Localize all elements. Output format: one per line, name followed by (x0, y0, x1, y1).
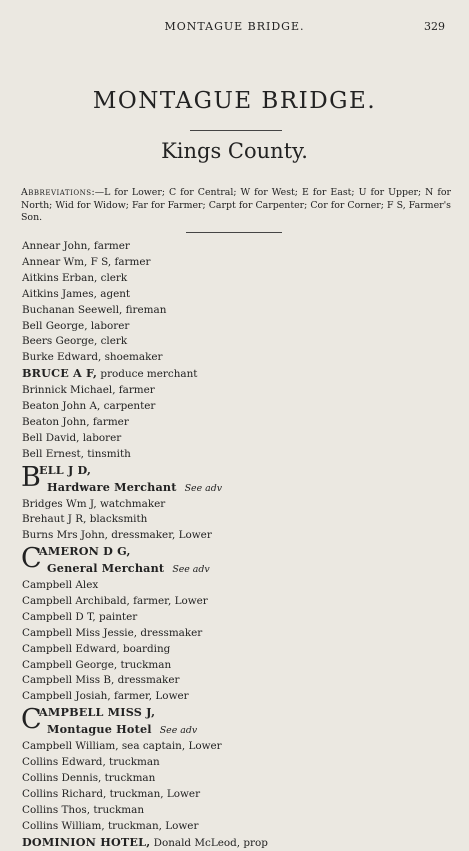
see-advertisement-note: See adv (172, 564, 210, 576)
directory-entry (22, 366, 462, 383)
directory-entry (22, 658, 462, 674)
entry-text: Campbell Archibald, farmer, Lower (22, 594, 208, 607)
directory-entry (22, 512, 462, 528)
directory-entry (22, 447, 462, 463)
directory-entry (22, 689, 462, 705)
directory-entry (22, 673, 462, 689)
entry-name-bold: AMERON D G, (39, 544, 131, 559)
entry-text: Bridges Wm J, watchmaker (22, 497, 166, 510)
page-number: 329 (424, 20, 445, 33)
entry-text: Burns Mrs John, dressmaker, Lower (22, 529, 212, 542)
running-head (0, 20, 469, 36)
directory-entry (22, 755, 462, 771)
entry-text: Bell George, laborer (22, 319, 130, 332)
entry-text: Collins Dennis, truckman (22, 771, 156, 784)
entry-initial-capital: C (21, 543, 42, 575)
entry-text: Brinnick Michael, farmer (22, 384, 155, 397)
entry-text: Aitkins Erban, clerk (22, 271, 128, 284)
town-title: MONTAGUE BRIDGE. (92, 88, 377, 114)
entry-text: Campbell Josiah, farmer, Lower (22, 690, 189, 703)
directory-entry (22, 594, 462, 610)
directory-entry (22, 415, 462, 431)
entry-text: Brehaut J R, blacksmith (22, 513, 148, 526)
directory-entry (22, 319, 462, 335)
entry-name-bold: BRUCE A F, (22, 366, 98, 381)
title-rule (190, 130, 282, 131)
entry-text: Campbell D T, painter (22, 610, 138, 623)
directory-entry (22, 271, 462, 287)
entry-text: Donald McLeod, prop (150, 836, 268, 849)
entry-initial-capital: B (21, 461, 41, 493)
abbreviations-text: :—L for Lower; C for Central; W for West; E for East; U for Upper; N for North; Wid for Widow; Far for Farmer; Carpt for Carpenter; Cor for Corner; F S, Farmer's Son. (21, 187, 451, 223)
directory-entry (22, 239, 462, 255)
entry-text: Annear Wm, F S, farmer (22, 255, 151, 268)
entry-text: Campbell Edward, boarding (22, 642, 171, 655)
directory-entry (22, 255, 462, 271)
directory-entry (22, 528, 462, 544)
see-advertisement-note: See adv (159, 725, 198, 737)
directory-entry (22, 334, 462, 350)
directory-entry (22, 642, 462, 658)
directory-entry (22, 835, 462, 851)
entry-name-bold: AMPBELL MISS J, (39, 705, 156, 720)
entry-text: Campbell George, truckman (22, 658, 172, 671)
directory-entry (22, 819, 462, 835)
abbreviations-key (21, 187, 451, 225)
entry-name-bold: ELL J D, (39, 462, 92, 477)
section-rule (186, 232, 282, 233)
entry-text: Collins Thos, truckman (22, 803, 145, 816)
entry-text: Collins Richard, truckman, Lower (22, 787, 201, 800)
entry-text: Campbell William, sea captain, Lower (22, 740, 222, 753)
directory-entry (22, 771, 462, 787)
directory-entry (22, 787, 462, 803)
directory-entry (22, 383, 462, 399)
entry-text: Buchanan Seewell, fireman (22, 303, 167, 316)
entry-text: Bell Ernest, tinsmith (22, 447, 131, 460)
entry-text: Beers George, clerk (22, 335, 128, 348)
entry-text: Annear John, farmer (22, 240, 130, 252)
running-title: MONTAGUE BRIDGE. (164, 20, 305, 33)
directory-entry (22, 480, 462, 497)
entry-text: Collins Edward, truckman (22, 756, 160, 768)
entry-business: Montague Hotel (47, 722, 152, 737)
entry-text: produce merchant (97, 368, 198, 381)
abbreviations-label: Abbreviations (21, 187, 92, 198)
directory-entry (22, 722, 462, 739)
entry-text: Collins William, truckman, Lower (22, 819, 199, 832)
directory-entry (22, 739, 462, 755)
directory-entry (22, 610, 462, 626)
directory-entry (22, 561, 462, 578)
entry-text: Beaton John, farmer (22, 415, 129, 428)
entry-text: Campbell Miss Jessie, dressmaker (22, 626, 203, 639)
county-subtitle: Kings County. (161, 139, 308, 163)
see-advertisement-note: See adv (184, 482, 223, 494)
entry-business: Hardware Merchant (47, 479, 177, 494)
entry-text: Bell David, laborer (22, 431, 122, 444)
entry-initial-capital: C (21, 704, 42, 736)
entry-text: Campbell Miss B, dressmaker (22, 674, 180, 687)
directory-entry (22, 803, 462, 819)
directory-entry (22, 399, 462, 415)
directory-entry (22, 350, 462, 366)
entry-name-bold: DOMINION HOTEL, (22, 834, 151, 849)
entry-text: Campbell Alex (22, 579, 99, 592)
directory-entry (22, 626, 462, 642)
directory-entry (22, 287, 462, 303)
directory-entry (22, 303, 462, 319)
directory-entry (22, 497, 462, 513)
entry-text: Beaton John A, carpenter (22, 400, 156, 413)
directory-entry (22, 431, 462, 447)
resident-list (22, 239, 462, 851)
entry-text: Burke Edward, shoemaker (22, 351, 163, 364)
entry-text: Aitkins James, agent (22, 287, 131, 300)
entry-business: General Merchant (47, 561, 165, 576)
directory-entry (22, 578, 462, 594)
